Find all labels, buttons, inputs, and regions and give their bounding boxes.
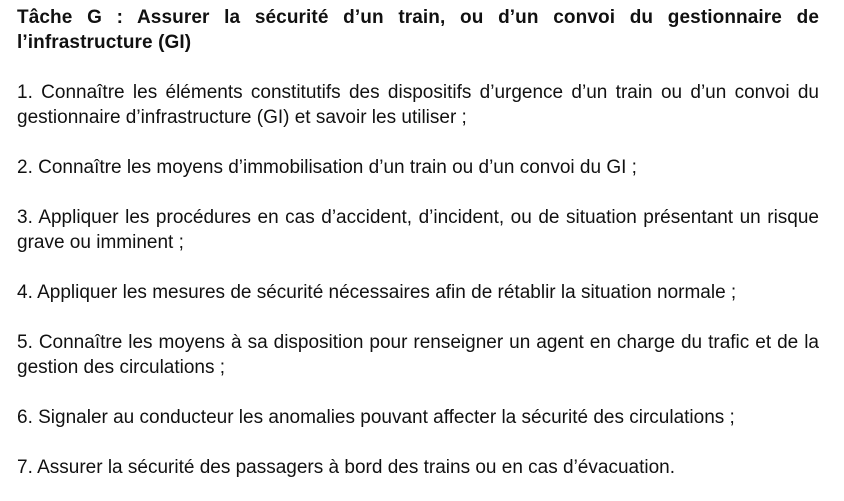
task-item-6: 6. Signaler au conducteur les anomalies pouvant affecter la sécurité des circulations ; [17, 407, 735, 428]
task-item-3: 3. Appliquer les procédures en cas d’accident, d’incident, ou de situation présentant un risque grave ou imminent ; [17, 207, 819, 253]
task-item-1: 1. Connaître les éléments constitutifs des dispositifs d’urgence d’un train ou d’un convoi du gestionnaire d’infrastructure (GI) et savoir les utiliser ; [17, 82, 819, 128]
task-item-2: 2. Connaître les moyens d’immobilisation d’un train ou d’un convoi du GI ; [17, 157, 637, 178]
task-item-4: 4. Appliquer les mesures de sécurité nécessaires afin de rétablir la situation normale ; [17, 282, 737, 303]
task-item-7: 7. Assurer la sécurité des passagers à bord des trains ou en cas d’évacuation. [17, 457, 675, 478]
task-list [17, 80, 819, 480]
task-item-5: 5. Connaître les moyens à sa disposition pour renseigner un agent en charge du trafic et de la gestion des circulations ; [17, 332, 819, 378]
task-title: Tâche G : Assurer la sécurité d’un train, ou d’un convoi du gestionnaire de l’infrastructure (GI) [17, 7, 819, 53]
document-body [17, 5, 819, 480]
